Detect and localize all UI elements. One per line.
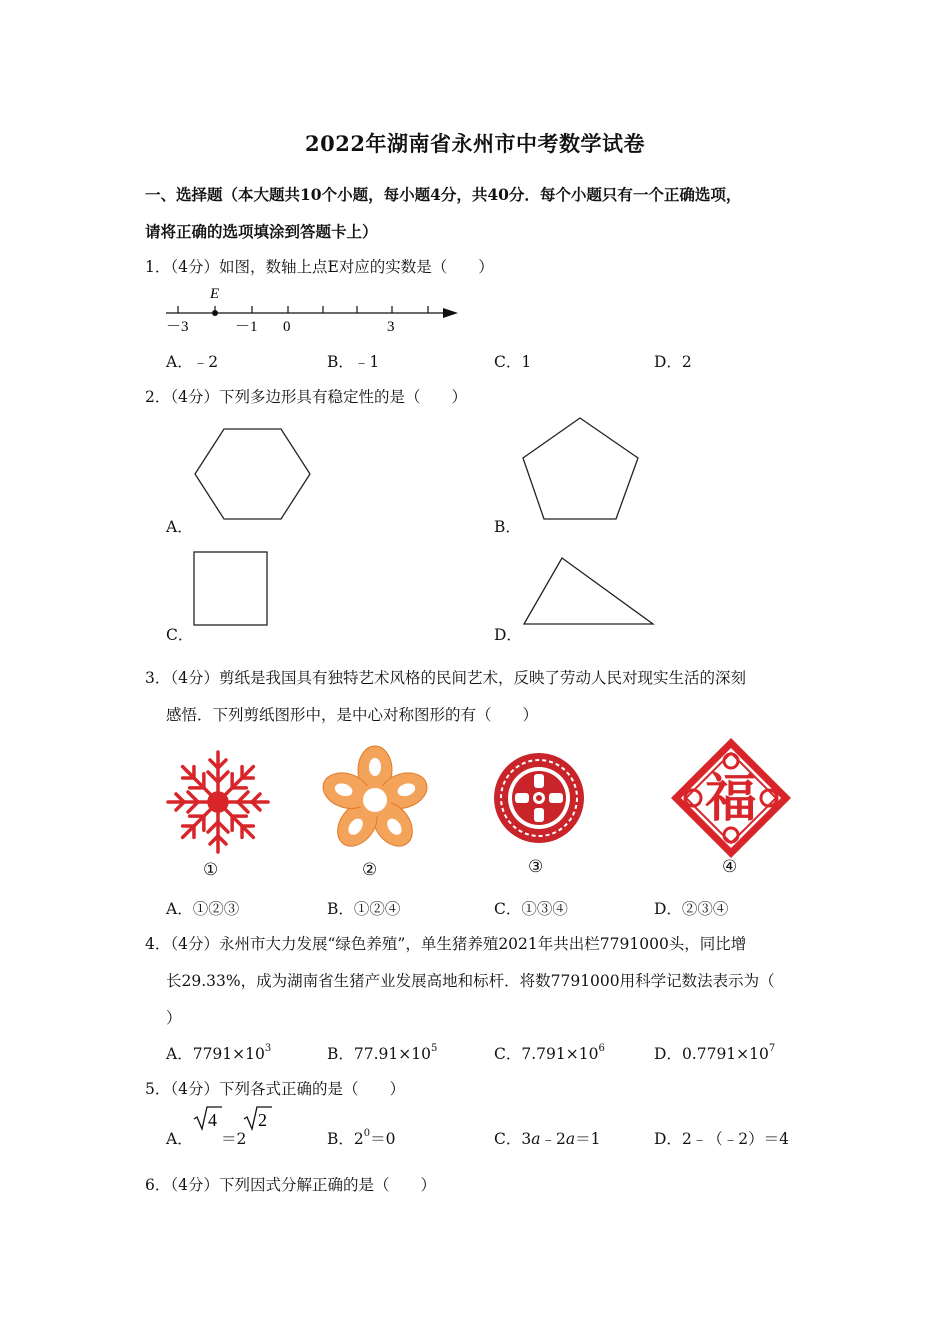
q1-stem: 1．（4分）如图，数轴上点E对应的实数是（ ） <box>145 258 494 276</box>
image-label-2: ② <box>362 860 378 880</box>
sqrt-symbol-icon <box>243 1105 273 1131</box>
q4-stem-line3: ） <box>166 1009 182 1027</box>
tick-label: 0 <box>283 319 291 335</box>
q5-option-b: B．$2^0=0$ <box>327 1128 396 1148</box>
sqrt-symbol-icon <box>193 1105 223 1131</box>
arrow-right-icon <box>443 308 458 318</box>
round-papercut-icon <box>491 750 587 846</box>
fu-diamond-papercut-icon <box>669 736 793 860</box>
snowflake-papercut-icon <box>163 747 273 857</box>
triangle-icon <box>522 556 657 628</box>
q2-option-b-label: B． <box>494 518 521 536</box>
q4-stem-line2: 长29.33%，成为湖南省生猪产业发展高地和标杆．将数7791000用科学记数法表示为（ <box>166 972 775 990</box>
section-heading-cont: 请将正确的选项填涂到答题卡上） <box>145 222 378 241</box>
q3-option-a: A．①②③ <box>166 900 240 918</box>
q1-option-b: B．﹣1 <box>327 353 380 371</box>
image-label-4: ④ <box>722 857 738 877</box>
tick-label: －3 <box>166 319 189 335</box>
q1-option-c: C．1 <box>494 353 532 371</box>
q4-option-c: C．$7.791\times 10^6$ <box>494 1043 605 1063</box>
tick-label: －1 <box>235 319 258 335</box>
flower-papercut-icon <box>320 742 430 857</box>
square-icon <box>192 550 270 628</box>
q5-option-a-eq: ＝2 <box>221 1130 247 1148</box>
q4-option-b: B．$77.91\times 10^5$ <box>327 1043 438 1063</box>
point-e-dot <box>212 310 218 316</box>
pentagon-icon <box>521 416 641 521</box>
q3-stem-line2: 感悟．下列剪纸图形中，是中心对称图形的有（ ） <box>166 706 539 724</box>
q6-stem: 6．（4分）下列因式分解正确的是（ ） <box>145 1176 436 1194</box>
q2-option-a-label: A． <box>166 518 193 536</box>
section-heading: 一、选择题（本大题共10个小题，每小题4分，共40分．每个小题只有一个正确选项， <box>145 185 742 204</box>
q1-option-a: A．﹣2 <box>166 353 219 371</box>
q5-option-d: D．2﹣（﹣2）＝4 <box>654 1130 790 1148</box>
q2-option-d-label: D． <box>494 626 522 644</box>
q3-option-c: C．①③④ <box>494 900 568 918</box>
q4-option-a: A．$7791\times 10^3$ <box>166 1043 272 1063</box>
fu-character: 福 <box>704 769 758 829</box>
sqrt-radicand: 2 <box>258 1110 267 1130</box>
q5-option-c: C．3a﹣2a＝1 <box>494 1130 601 1148</box>
image-label-1: ① <box>203 860 219 880</box>
sqrt-radicand: 4 <box>208 1110 217 1130</box>
q3-option-b: B．①②④ <box>327 900 401 918</box>
hexagon-icon <box>193 427 313 522</box>
q3-option-d: D．②③④ <box>654 900 729 918</box>
tick-label: 3 <box>387 319 395 335</box>
q5-option-a-label: A． <box>166 1130 193 1148</box>
page-title: 2022年湖南省永州市中考数学试卷 <box>305 131 645 156</box>
q5-stem: 5．（4分）下列各式正确的是（ ） <box>145 1080 405 1098</box>
image-label-3: ③ <box>528 857 544 877</box>
q4-option-d: D．$0.7791\times 10^7$ <box>654 1043 776 1063</box>
q2-option-c-label: C． <box>166 626 194 644</box>
point-e-label: E <box>210 286 220 302</box>
q1-option-d: D．2 <box>654 353 692 371</box>
number-line-figure <box>160 284 460 335</box>
q4-stem-line1: 4．（4分）永州市大力发展“绿色养殖”，单生猪养殖2021年共出栏7791000头，同比增 <box>145 935 747 953</box>
q2-stem: 2．（4分）下列多边形具有稳定性的是（ ） <box>145 388 467 406</box>
q3-stem-line1: 3．（4分）剪纸是我国具有独特艺术风格的民间艺术，反映了劳动人民对现实生活的深刻 <box>145 669 746 687</box>
